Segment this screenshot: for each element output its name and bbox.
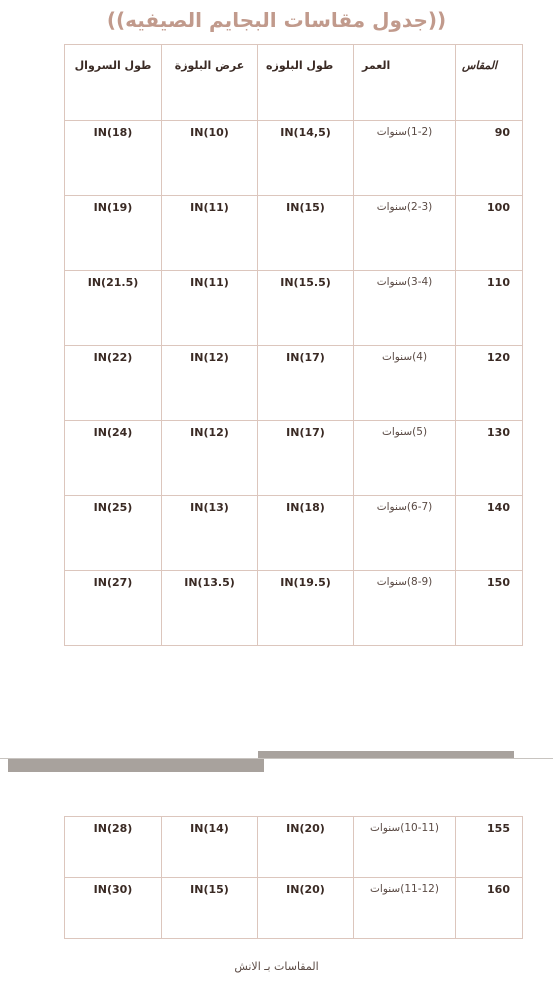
size-chart-table	[64, 44, 523, 646]
pants-length-cell: IN(30)	[93, 883, 133, 896]
table-row	[65, 817, 523, 878]
pants-length-cell: IN(28)	[93, 822, 133, 835]
pants-length-cell: IN(24)	[93, 426, 133, 439]
pants-length-cell: IN(19)	[93, 201, 133, 214]
blouse-length-cell: IN(15.5)	[280, 276, 331, 289]
age-cell: (5)سنوات	[381, 426, 428, 438]
blouse-width-cell: IN(12)	[190, 426, 229, 439]
blouse-length-cell: IN(17)	[286, 351, 325, 364]
table-row	[65, 271, 523, 346]
blouse-length-cell: IN(14,5)	[280, 126, 331, 139]
age-cell: (3-4)سنوات	[376, 276, 433, 288]
age-cell: (10-11)سنوات	[370, 822, 439, 834]
age-cell: (2-3)سنوات	[376, 201, 433, 213]
page-title: ((جدول مقاسات البجايم الصيفيه))	[106, 8, 447, 32]
table-row	[65, 421, 523, 496]
age-cell: (1-2)سنوات	[376, 126, 433, 138]
age-cell: (6-7)سنوات	[376, 501, 433, 513]
blouse-length-cell: IN(20)	[286, 883, 325, 896]
blouse-length-cell: IN(20)	[286, 822, 325, 835]
header-blouse-width: عرض البلوزة	[174, 59, 245, 72]
blouse-width-cell: IN(15)	[190, 883, 229, 896]
pants-length-cell: IN(27)	[93, 576, 133, 589]
blouse-width-cell: IN(13.5)	[184, 576, 235, 589]
size-chart-table-continued	[64, 816, 523, 939]
table-row	[65, 346, 523, 421]
header-pants-length: طول السروال	[74, 59, 152, 72]
header-size: المقاس	[462, 59, 498, 72]
blouse-width-cell: IN(12)	[190, 351, 229, 364]
blouse-width-cell: IN(11)	[190, 276, 229, 289]
age-cell: (11-12)سنوات	[370, 883, 439, 895]
size-cell: 110	[487, 276, 510, 289]
size-cell: 160	[487, 883, 510, 896]
pants-length-cell: IN(25)	[93, 501, 133, 514]
size-cell: 130	[487, 426, 510, 439]
size-cell: 90	[494, 126, 510, 139]
table-row	[65, 878, 523, 939]
age-cell: (8-9)سنوات	[376, 576, 433, 588]
blouse-length-cell: IN(19.5)	[280, 576, 331, 589]
blouse-width-cell: IN(10)	[190, 126, 229, 139]
size-cell: 155	[487, 822, 510, 835]
header-age: العمر	[362, 59, 391, 72]
blouse-length-cell: IN(15)	[286, 201, 325, 214]
divider-bar	[258, 751, 514, 758]
size-cell: 100	[487, 201, 510, 214]
table-header-row	[65, 45, 523, 121]
table-row	[65, 196, 523, 271]
divider-bar	[8, 759, 264, 772]
header-blouse-length: طول البلوزه	[266, 59, 334, 72]
size-cell: 120	[487, 351, 510, 364]
table-row	[65, 496, 523, 571]
size-cell: 150	[487, 576, 510, 589]
pants-length-cell: IN(18)	[93, 126, 133, 139]
units-note: المقاسات بـ الانش	[234, 960, 319, 973]
blouse-width-cell: IN(14)	[190, 822, 229, 835]
blouse-length-cell: IN(17)	[286, 426, 325, 439]
size-cell: 140	[487, 501, 510, 514]
age-cell: (4)سنوات	[381, 351, 428, 363]
pants-length-cell: IN(22)	[93, 351, 133, 364]
blouse-width-cell: IN(13)	[190, 501, 229, 514]
pants-length-cell: IN(21.5)	[87, 276, 139, 289]
table-row	[65, 571, 523, 646]
table-row	[65, 121, 523, 196]
blouse-width-cell: IN(11)	[190, 201, 229, 214]
blouse-length-cell: IN(18)	[286, 501, 325, 514]
